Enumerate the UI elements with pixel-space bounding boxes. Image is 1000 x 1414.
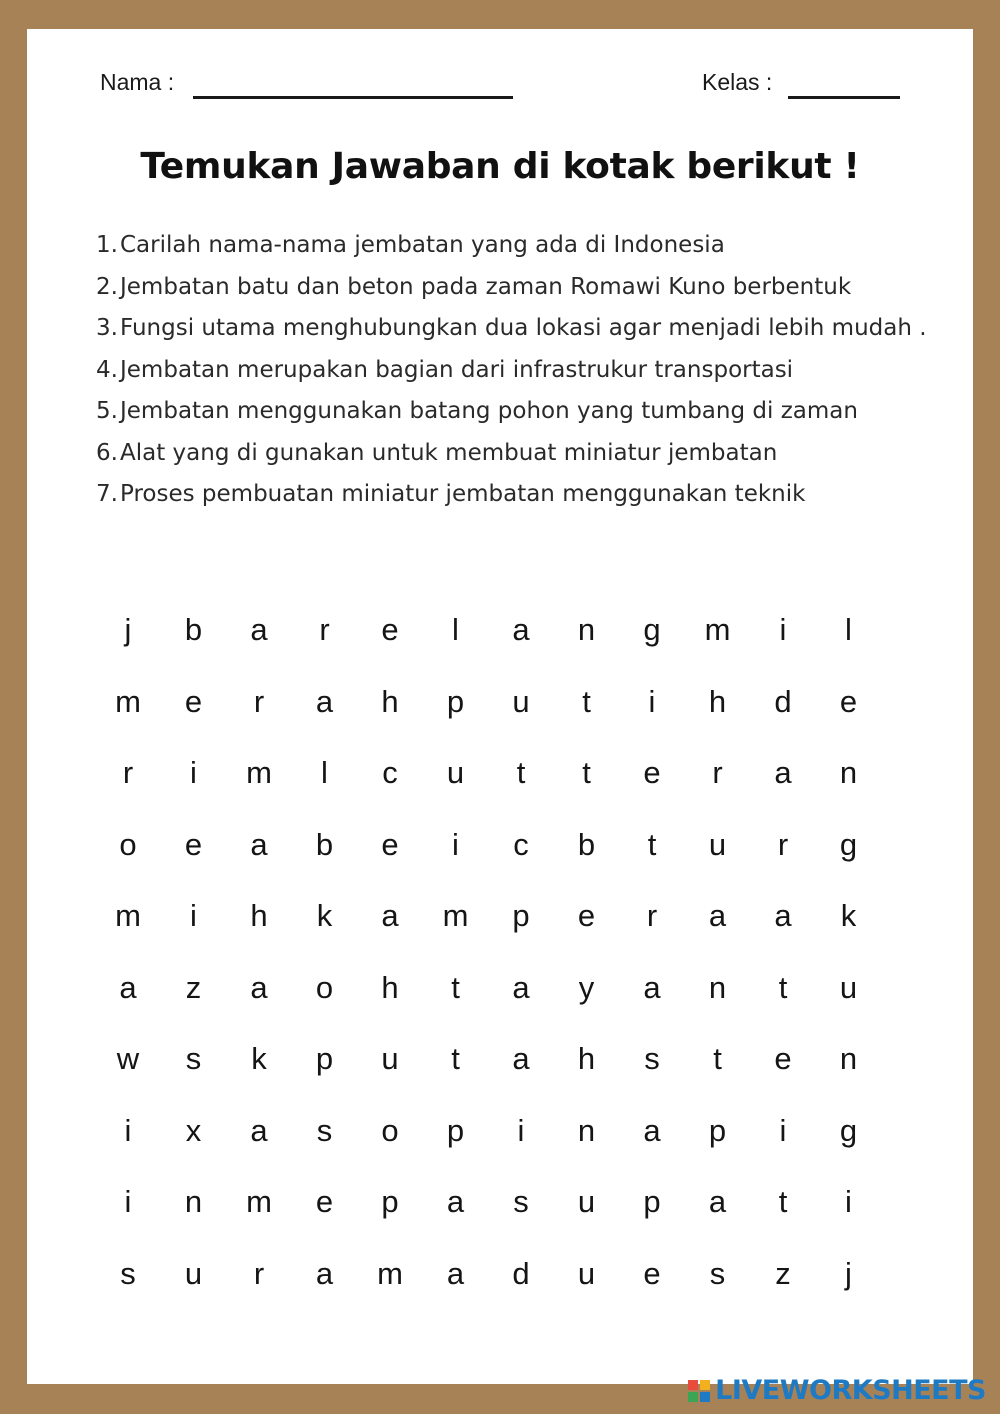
grid-letter[interactable]: u bbox=[512, 683, 530, 719]
question-item bbox=[84, 350, 964, 392]
grid-letter[interactable]: j bbox=[124, 612, 132, 647]
grid-letter[interactable]: a bbox=[446, 1184, 465, 1219]
grid-letter[interactable]: y bbox=[578, 969, 595, 1005]
grid-letter[interactable]: p bbox=[643, 1184, 661, 1219]
grid-letter[interactable]: i bbox=[517, 1112, 525, 1148]
grid-letter[interactable]: r bbox=[712, 755, 723, 790]
grid-letter[interactable]: o bbox=[315, 969, 334, 1005]
grid-letter[interactable]: t bbox=[582, 683, 591, 719]
grid-letter[interactable]: a bbox=[774, 755, 792, 790]
question-text: Proses pembuatan miniatur jembatan menggunakan teknik bbox=[120, 481, 806, 507]
question-item bbox=[84, 308, 964, 350]
grid-letter[interactable]: l bbox=[452, 612, 459, 647]
grid-letter[interactable]: a bbox=[446, 1255, 465, 1291]
logo-square bbox=[700, 1392, 710, 1402]
grid-letter[interactable]: d bbox=[512, 1255, 530, 1291]
question-text: Jembatan menggunakan batang pohon yang tumbang di zaman bbox=[120, 398, 858, 424]
grid-letter[interactable]: s bbox=[120, 1255, 136, 1291]
grid-letter[interactable]: a bbox=[512, 969, 530, 1005]
grid-letter[interactable]: e bbox=[381, 612, 399, 647]
grid-letter[interactable]: l bbox=[845, 612, 852, 647]
class-label: Kelas : bbox=[702, 69, 773, 95]
question-number: 4. bbox=[96, 356, 118, 383]
grid-letter[interactable]: h bbox=[381, 969, 399, 1005]
grid-letter[interactable]: r bbox=[122, 755, 134, 790]
grid-letter[interactable]: a bbox=[381, 898, 399, 933]
grid-letter[interactable]: a bbox=[250, 826, 268, 862]
grid-letter[interactable]: s bbox=[709, 1255, 726, 1291]
grid-letter[interactable]: i bbox=[124, 1184, 132, 1219]
brand-text: LIVEWORKSHEETS bbox=[715, 1375, 986, 1406]
grid-letter[interactable]: c bbox=[513, 826, 529, 862]
grid-letter[interactable]: h bbox=[708, 683, 727, 719]
grid-letter[interactable]: n bbox=[708, 969, 727, 1005]
grid-letter[interactable]: g bbox=[839, 1112, 858, 1148]
grid-letter[interactable]: e bbox=[643, 1255, 661, 1291]
grid-letter[interactable]: x bbox=[185, 1112, 202, 1148]
grid-letter[interactable]: u bbox=[839, 969, 858, 1005]
grid-letter[interactable]: r bbox=[253, 1255, 265, 1291]
grid-letter[interactable]: i bbox=[190, 898, 197, 933]
grid-letter[interactable]: p bbox=[446, 683, 465, 719]
word-search-grid bbox=[95, 595, 895, 1295]
grid-letter[interactable]: l bbox=[321, 755, 328, 790]
grid-letter[interactable]: a bbox=[250, 612, 268, 647]
grid-letter[interactable]: i bbox=[779, 612, 787, 647]
grid-letter[interactable]: e bbox=[577, 898, 596, 933]
grid-letter[interactable]: s bbox=[316, 1112, 333, 1148]
name-field[interactable] bbox=[193, 96, 513, 99]
grid-letter[interactable]: b bbox=[577, 826, 596, 862]
logo-square bbox=[688, 1380, 698, 1390]
grid-letter[interactable]: n bbox=[184, 1184, 203, 1219]
question-list bbox=[84, 225, 964, 516]
grid-letter[interactable]: a bbox=[315, 683, 334, 719]
grid-letter[interactable]: m bbox=[115, 898, 141, 933]
grid-letter[interactable]: m bbox=[115, 683, 141, 719]
grid-letter[interactable]: e bbox=[184, 826, 203, 862]
grid-letter[interactable]: a bbox=[708, 1184, 727, 1219]
grid-letter[interactable]: e bbox=[381, 826, 399, 862]
grid-letter[interactable]: o bbox=[119, 826, 137, 862]
grid-letter[interactable]: p bbox=[708, 1112, 727, 1148]
grid-letter[interactable]: t bbox=[713, 1041, 722, 1076]
grid-letter[interactable]: w bbox=[116, 1041, 140, 1076]
question-item bbox=[84, 391, 964, 433]
question-text: Alat yang di gunakan untuk membuat miniatur jembatan bbox=[120, 439, 778, 466]
grid-letter[interactable]: n bbox=[577, 612, 596, 647]
grid-letter[interactable]: n bbox=[839, 1041, 858, 1076]
question-text: Jembatan merupakan bagian dari infrastrukur transportasi bbox=[120, 356, 794, 383]
grid-letter[interactable]: i bbox=[452, 826, 459, 862]
grid-letter[interactable]: t bbox=[582, 755, 591, 790]
question-number: 1. bbox=[96, 232, 118, 258]
grid-letter[interactable]: t bbox=[451, 1041, 460, 1076]
grid-letter[interactable]: a bbox=[512, 1041, 530, 1076]
grid-letter[interactable]: a bbox=[708, 898, 727, 933]
grid-letter[interactable]: h bbox=[381, 683, 399, 719]
grid-letter[interactable]: u bbox=[708, 826, 727, 862]
grid-letter[interactable]: k bbox=[840, 898, 857, 933]
grid-letter[interactable]: i bbox=[779, 1112, 787, 1148]
grid-letter[interactable]: r bbox=[646, 898, 658, 933]
grid-letter[interactable]: i bbox=[845, 1184, 852, 1219]
question-number: 3. bbox=[96, 315, 118, 341]
grid-letter[interactable]: h bbox=[250, 898, 268, 933]
grid-letter[interactable]: u bbox=[184, 1255, 203, 1291]
grid-letter[interactable]: a bbox=[643, 969, 661, 1005]
grid-letter[interactable]: r bbox=[319, 612, 330, 647]
brand-watermark bbox=[688, 1375, 986, 1406]
grid-letter[interactable]: m bbox=[377, 1255, 403, 1291]
question-text: Jembatan batu dan beton pada zaman Romawi Kuno berbentuk bbox=[120, 273, 852, 300]
grid-letter[interactable]: n bbox=[839, 755, 858, 790]
grid-letter[interactable]: r bbox=[253, 683, 265, 719]
grid-letter[interactable]: j bbox=[845, 1255, 852, 1291]
grid-letter[interactable]: b bbox=[184, 612, 203, 647]
grid-letter[interactable]: p bbox=[381, 1184, 399, 1219]
grid-letter[interactable]: i bbox=[190, 755, 197, 790]
name-label: Nama : bbox=[100, 69, 175, 95]
grid-letter[interactable]: a bbox=[315, 1255, 334, 1291]
grid-letter[interactable]: t bbox=[451, 969, 460, 1005]
question-item bbox=[84, 474, 964, 516]
question-item bbox=[84, 433, 964, 475]
grid-letter[interactable]: e bbox=[839, 683, 858, 719]
question-text: Carilah nama-nama jembatan yang ada di Indonesia bbox=[120, 232, 725, 258]
grid-letter[interactable]: u bbox=[446, 755, 465, 790]
grid-letter[interactable]: t bbox=[647, 826, 657, 862]
class-field[interactable] bbox=[788, 96, 900, 99]
grid-letter[interactable]: n bbox=[577, 1112, 596, 1148]
grid-letter[interactable]: a bbox=[774, 898, 792, 933]
liveworksheets-logo-icon bbox=[688, 1380, 710, 1402]
grid-letter[interactable]: b bbox=[315, 826, 334, 862]
grid-letter[interactable]: s bbox=[513, 1184, 529, 1219]
grid-letter[interactable]: g bbox=[643, 612, 661, 647]
question-number: 2. bbox=[96, 273, 118, 300]
grid-letter[interactable]: i bbox=[124, 1112, 132, 1148]
grid-letter[interactable]: a bbox=[643, 1112, 661, 1148]
grid-letter[interactable]: m bbox=[246, 1184, 272, 1219]
question-number: 6. bbox=[96, 439, 118, 466]
grid-letter[interactable]: a bbox=[512, 612, 530, 647]
grid-letter[interactable]: h bbox=[577, 1041, 596, 1076]
grid-letter[interactable]: t bbox=[516, 755, 526, 790]
grid-letter[interactable]: c bbox=[382, 755, 398, 790]
grid-letter[interactable]: k bbox=[316, 898, 333, 933]
question-item bbox=[84, 225, 964, 267]
grid-letter[interactable]: e bbox=[774, 1041, 792, 1076]
page-title: Temukan Jawaban di kotak berikut ! bbox=[140, 146, 860, 187]
question-item bbox=[84, 267, 964, 309]
grid-letter[interactable]: t bbox=[778, 969, 788, 1005]
grid-letter[interactable]: e bbox=[315, 1184, 334, 1219]
grid-letter[interactable]: m bbox=[704, 612, 731, 647]
question-text: Fungsi utama menghubungkan dua lokasi agar menjadi lebih mudah . bbox=[120, 315, 927, 341]
grid-letter[interactable]: z bbox=[185, 969, 202, 1005]
grid-letter[interactable]: k bbox=[251, 1041, 267, 1076]
grid-letter[interactable]: e bbox=[184, 683, 203, 719]
grid-letter[interactable]: g bbox=[839, 826, 858, 862]
grid-letter[interactable]: r bbox=[777, 826, 789, 862]
grid-letter[interactable]: p bbox=[512, 898, 530, 933]
logo-square bbox=[688, 1392, 698, 1402]
question-number: 5. bbox=[96, 398, 118, 424]
grid-letter[interactable]: t bbox=[778, 1184, 788, 1219]
grid-letter[interactable]: u bbox=[577, 1255, 596, 1291]
grid-letter[interactable]: u bbox=[577, 1184, 596, 1219]
logo-square bbox=[700, 1380, 710, 1390]
grid-letter[interactable]: z bbox=[775, 1255, 791, 1291]
grid-letter[interactable]: a bbox=[119, 969, 137, 1005]
grid-letter[interactable]: s bbox=[644, 1041, 660, 1076]
question-number: 7. bbox=[96, 481, 118, 507]
grid-letter[interactable]: s bbox=[185, 1041, 202, 1076]
grid-letter[interactable]: p bbox=[446, 1112, 465, 1148]
grid-letter[interactable]: u bbox=[381, 1041, 399, 1076]
grid-letter[interactable]: a bbox=[250, 969, 268, 1005]
grid-letter[interactable]: a bbox=[250, 1112, 268, 1148]
grid-letter[interactable]: m bbox=[246, 755, 272, 790]
grid-letter[interactable]: p bbox=[315, 1041, 334, 1076]
grid-letter[interactable]: d bbox=[774, 683, 792, 719]
grid-letter[interactable]: m bbox=[442, 898, 469, 933]
grid-letter[interactable]: e bbox=[643, 755, 661, 790]
grid-letter[interactable]: o bbox=[381, 1112, 399, 1148]
grid-letter[interactable]: i bbox=[648, 683, 656, 719]
